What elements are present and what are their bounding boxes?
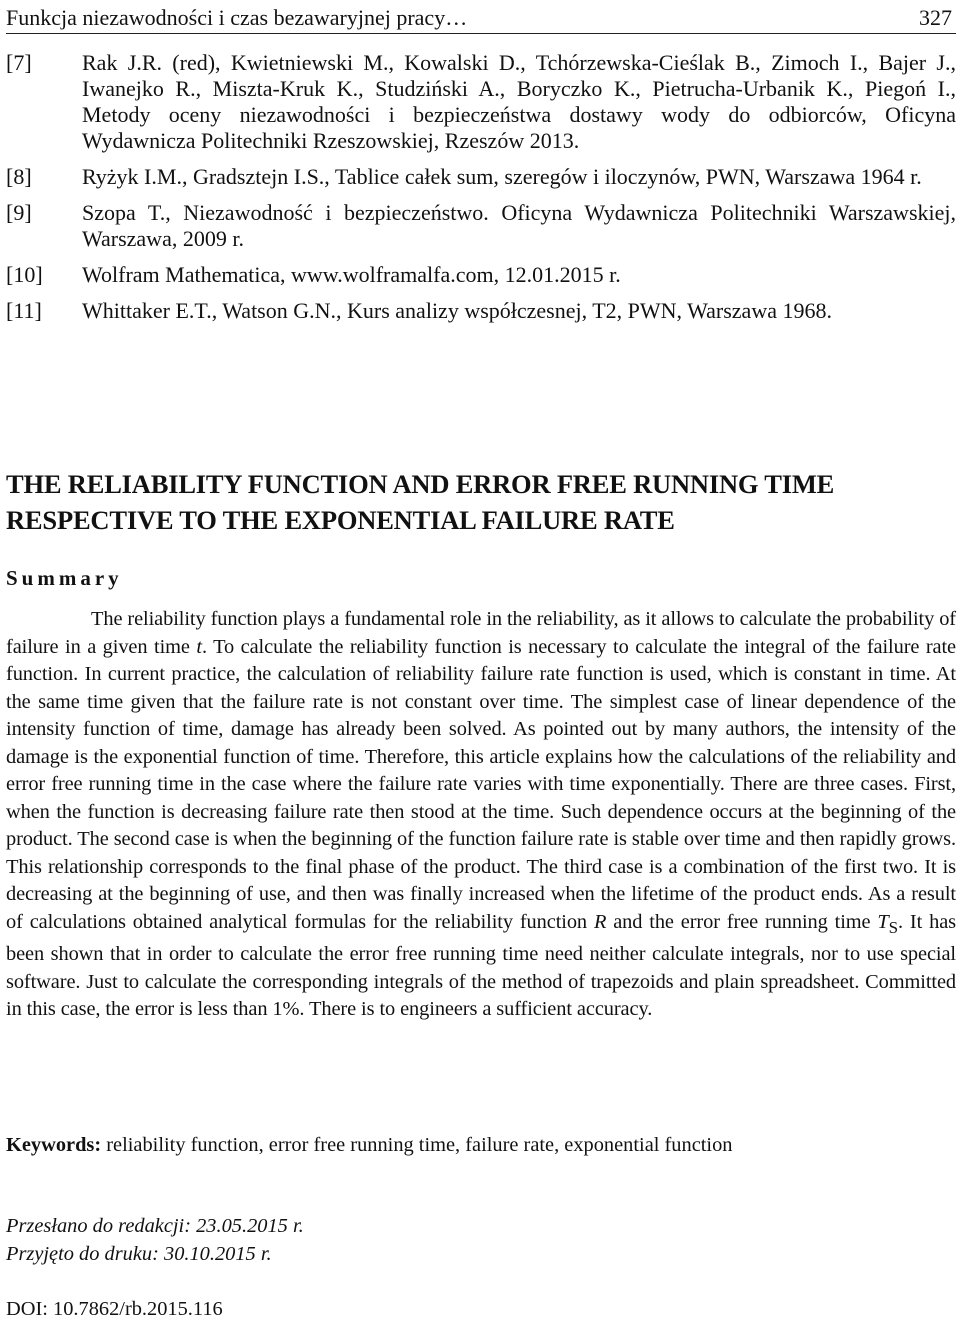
keywords-text: reliability function, error free running time, failure rate, exponential function — [106, 1134, 733, 1156]
reference-text: Szopa T., Niezawodność i bezpieczeństwo. Oficyna Wydawnicza Politechniki Warszawskiej, Warszawa, 2009 r. — [82, 200, 956, 251]
variable-ts: T — [877, 910, 889, 933]
reference-item — [6, 298, 956, 324]
doi: DOI: 10.7862/rb.2015.116 — [6, 1298, 223, 1320]
reference-list — [6, 50, 956, 334]
reference-item — [6, 200, 956, 252]
reference-item — [6, 262, 956, 288]
reference-number: [9] — [6, 200, 32, 225]
submission-dates — [6, 1212, 304, 1268]
page-number: 327 — [919, 5, 952, 30]
reference-item — [6, 50, 956, 154]
reference-number: [10] — [6, 262, 43, 287]
reference-number: [7] — [6, 50, 32, 75]
keywords — [6, 1131, 956, 1159]
variable-r: R — [593, 910, 607, 933]
reference-text: Ryżyk I.M., Gradsztejn I.S., Tablice całek sum, szeregów i iloczynów, PWN, Warszawa 1964 r. — [82, 164, 922, 189]
variable-ts-subscript: S — [888, 917, 899, 937]
abstract-part: . To calculate the reliability function is necessary to calculate the integral of the failure rate function. In current practice, the calculation of reliability failure rate function is used, which is constant in time. At the same time given that the failure rate is not constant over time. The simplest case of linear dependence of the intensity function of time, damage has already been solved. As pointed out by many authors, the intensity of the damage is the exponential function of time. Therefore, this article explains how the calculations of the reliability and error free running time in the case where the failure rate varies with time exponentially. There are three cases. First, when the function is decreasing failure rate then stood at the time. Such dependence occurs at the beginning of the product. The second case is when the beginning of the function failure rate is stable over time and then rapidly grows. This relationship corresponds to the final phase of the product. The third case is a combination of the first two. It is decreasing at the beginning of use, and then was finally increased when the lifetime of the product ends. As a result of calculations obtained analytical formulas for the reliability function — [6, 635, 957, 933]
variable-t: t — [196, 635, 202, 658]
running-header — [6, 3, 956, 34]
summary-heading: Summary — [6, 566, 123, 590]
abstract-part: and the error free running time — [606, 910, 878, 933]
keywords-label: Keywords: — [6, 1134, 102, 1156]
reference-number: [11] — [6, 298, 42, 323]
accepted-date: Przyjęto do druku: 30.10.2015 r. — [6, 1243, 272, 1265]
reference-item — [6, 164, 956, 190]
reference-text: Wolfram Mathematica, www.wolframalfa.com, 12.01.2015 r. — [82, 262, 621, 287]
abstract-text — [6, 606, 956, 1024]
abstract-part: . It has been shown that in order to calculate the error free running time need neither calculate integrals, nor to use special software. Just to calculate the corresponding integrals of the method of trapezoids and plain spreadsheet. Committed in this case, the error is less than 1%. There is to engineers a sufficient accuracy. — [6, 910, 956, 1021]
running-title: Funkcja niezawodności i czas bezawaryjnej pracy… — [6, 5, 468, 30]
reference-text: Rak J.R. (red), Kwietniewski M., Kowalski D., Tchórzewska-Cieślak B., Zimoch I., Bajer J., Iwanejko R., Miszta-Kruk K., Studziński A., Boryczko K., Pietrucha-Urbanik K., Piegoń I., Metody oceny niezawodności i bezpieczeństwa dostawy wody do odbiorców, Oficyna Wydawnicza Politechniki Rzeszowskiej, Rzeszów 2013. — [82, 50, 956, 153]
abstract-part: The reliability function plays a fundamental role in the reliability, as it allows to calculate the probability of failure in a given time — [6, 608, 956, 658]
article-title: THE RELIABILITY FUNCTION AND ERROR FREE RUNNING TIME RESPECTIVE TO THE EXPONENTIAL FAILURE RATE — [6, 469, 835, 535]
reference-number: [8] — [6, 164, 32, 189]
reference-text: Whittaker E.T., Watson G.N., Kurs analizy współczesnej, T2, PWN, Warszawa 1968. — [82, 298, 832, 323]
received-date: Przesłano do redakcji: 23.05.2015 r. — [6, 1215, 304, 1237]
